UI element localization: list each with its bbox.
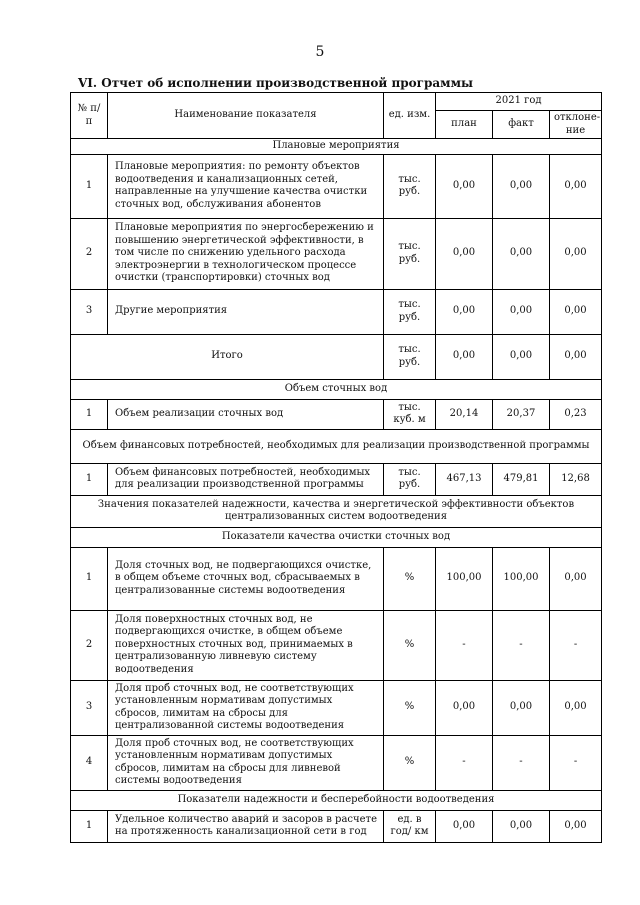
row-name: Другие мероприятия — [108, 289, 384, 334]
row-plan: - — [436, 610, 493, 680]
row-fact: 0,00 — [493, 680, 550, 735]
row-deviation: 0,00 — [550, 334, 602, 379]
section-title-reliability: Показатели надежности и бесперебойности водоотведения — [71, 790, 602, 810]
row-number: 2 — [71, 218, 108, 289]
table-row — [71, 154, 602, 218]
row-deviation: - — [550, 735, 602, 790]
row-number: 1 — [71, 463, 108, 495]
row-fact: 20,37 — [493, 399, 550, 429]
row-number: 4 — [71, 735, 108, 790]
row-unit: % — [384, 680, 436, 735]
row-unit: тыс. куб. м — [384, 399, 436, 429]
row-plan: 0,00 — [436, 810, 493, 842]
table-row — [71, 547, 602, 610]
row-name: Объем финансовых потребностей, необходимых для реализации производственной программы — [108, 463, 384, 495]
row-fact: 479,81 — [493, 463, 550, 495]
row-fact: 0,00 — [493, 289, 550, 334]
col-header-deviation: отклоне-ние — [550, 111, 602, 139]
row-fact: 0,00 — [493, 334, 550, 379]
row-plan: 100,00 — [436, 547, 493, 610]
section-row — [71, 495, 602, 527]
row-unit: тыс. руб. — [384, 154, 436, 218]
total-label: Итого — [71, 334, 384, 379]
section-title-wastewater-volume: Объем сточных вод — [71, 379, 602, 399]
row-number: 1 — [71, 547, 108, 610]
row-name: Удельное количество аварий и засоров в расчете на протяженность канализационной сети в год — [108, 810, 384, 842]
row-unit: % — [384, 610, 436, 680]
row-deviation: 0,00 — [550, 680, 602, 735]
row-fact: - — [493, 610, 550, 680]
row-number: 3 — [71, 289, 108, 334]
row-name: Плановые мероприятия по энергосбережению и повышению энергетической эффективности, в том числе по снижению удельного расхода электроэнергии в технологическом процессе очистки (транспортировки) сточных вод — [108, 218, 384, 289]
row-unit: % — [384, 547, 436, 610]
table-row — [71, 463, 602, 495]
row-deviation: 0,00 — [550, 154, 602, 218]
row-deviation: 0,00 — [550, 218, 602, 289]
row-deviation: 12,68 — [550, 463, 602, 495]
table-row — [71, 735, 602, 790]
row-deviation: 0,23 — [550, 399, 602, 429]
col-header-year: 2021 год — [436, 93, 602, 111]
row-plan: 0,00 — [436, 218, 493, 289]
row-plan: 0,00 — [436, 154, 493, 218]
table-row — [71, 810, 602, 842]
page-number: 5 — [315, 44, 325, 60]
row-unit: тыс. руб. — [384, 334, 436, 379]
section-row — [71, 139, 602, 155]
table-row — [71, 610, 602, 680]
row-name: Объем реализации сточных вод — [108, 399, 384, 429]
section-row — [71, 790, 602, 810]
table-row — [71, 399, 602, 429]
total-row — [71, 334, 602, 379]
row-name: Доля проб сточных вод, не соответствующих установленным нормативам допустимых сбросов, лимитам на сбросы для централизованной системы водоотведения — [108, 680, 384, 735]
row-number: 1 — [71, 810, 108, 842]
section-row — [71, 527, 602, 547]
row-unit: тыс. руб. — [384, 218, 436, 289]
table-row — [71, 218, 602, 289]
row-deviation: - — [550, 610, 602, 680]
col-header-number: № п/п — [71, 93, 108, 139]
row-number: 3 — [71, 680, 108, 735]
row-fact: 0,00 — [493, 810, 550, 842]
row-unit: тыс. руб. — [384, 463, 436, 495]
row-name: Доля проб сточных вод, не соответствующих установленным нормативам допустимых сбросов, лимитам на сбросы для ливневой системы водоотведения — [108, 735, 384, 790]
table-row — [71, 289, 602, 334]
table-header-row — [71, 93, 602, 111]
row-number: 1 — [71, 154, 108, 218]
col-header-unit: ед. изм. — [384, 93, 436, 139]
col-header-name: Наименование показателя — [108, 93, 384, 139]
row-fact: 0,00 — [493, 154, 550, 218]
row-number: 1 — [71, 399, 108, 429]
row-fact: - — [493, 735, 550, 790]
production-program-report-table — [70, 92, 602, 843]
section-title-treatment-quality: Показатели качества очистки сточных вод — [71, 527, 602, 547]
row-unit: ед. в год/ км — [384, 810, 436, 842]
section-title-planned-measures: Плановые мероприятия — [71, 139, 602, 155]
section-heading: VI. Отчет об исполнении производственной программы — [78, 76, 474, 90]
row-plan: - — [436, 735, 493, 790]
row-number: 2 — [71, 610, 108, 680]
row-plan: 0,00 — [436, 680, 493, 735]
row-fact: 0,00 — [493, 218, 550, 289]
section-title-financial-needs: Объем финансовых потребностей, необходимых для реализации производственной программы — [71, 429, 602, 463]
section-row — [71, 429, 602, 463]
row-deviation: 0,00 — [550, 289, 602, 334]
col-header-fact: факт — [493, 111, 550, 139]
row-plan: 0,00 — [436, 334, 493, 379]
section-row — [71, 379, 602, 399]
row-name: Доля сточных вод, не подвергающихся очистке, в общем объеме сточных вод, сбрасываемых в централизованные системы водоотведения — [108, 547, 384, 610]
table-row — [71, 680, 602, 735]
row-deviation: 0,00 — [550, 810, 602, 842]
row-plan: 467,13 — [436, 463, 493, 495]
col-header-plan: план — [436, 111, 493, 139]
section-title-reliability-quality-efficiency: Значения показателей надежности, качества и энергетической эффективности объектов централизованных систем водоотведения — [71, 495, 602, 527]
row-name: Доля поверхностных сточных вод, не подвергающихся очистке, в общем объеме поверхностных сточных вод, принимаемых в централизованную ливневую систему водоотведения — [108, 610, 384, 680]
row-unit: тыс. руб. — [384, 289, 436, 334]
row-fact: 100,00 — [493, 547, 550, 610]
row-unit: % — [384, 735, 436, 790]
row-name: Плановые мероприятия: по ремонту объектов водоотведения и канализационных сетей, направленные на улучшение качества очистки сточных вод, обслуживания абонентов — [108, 154, 384, 218]
row-plan: 0,00 — [436, 289, 493, 334]
row-deviation: 0,00 — [550, 547, 602, 610]
row-plan: 20,14 — [436, 399, 493, 429]
